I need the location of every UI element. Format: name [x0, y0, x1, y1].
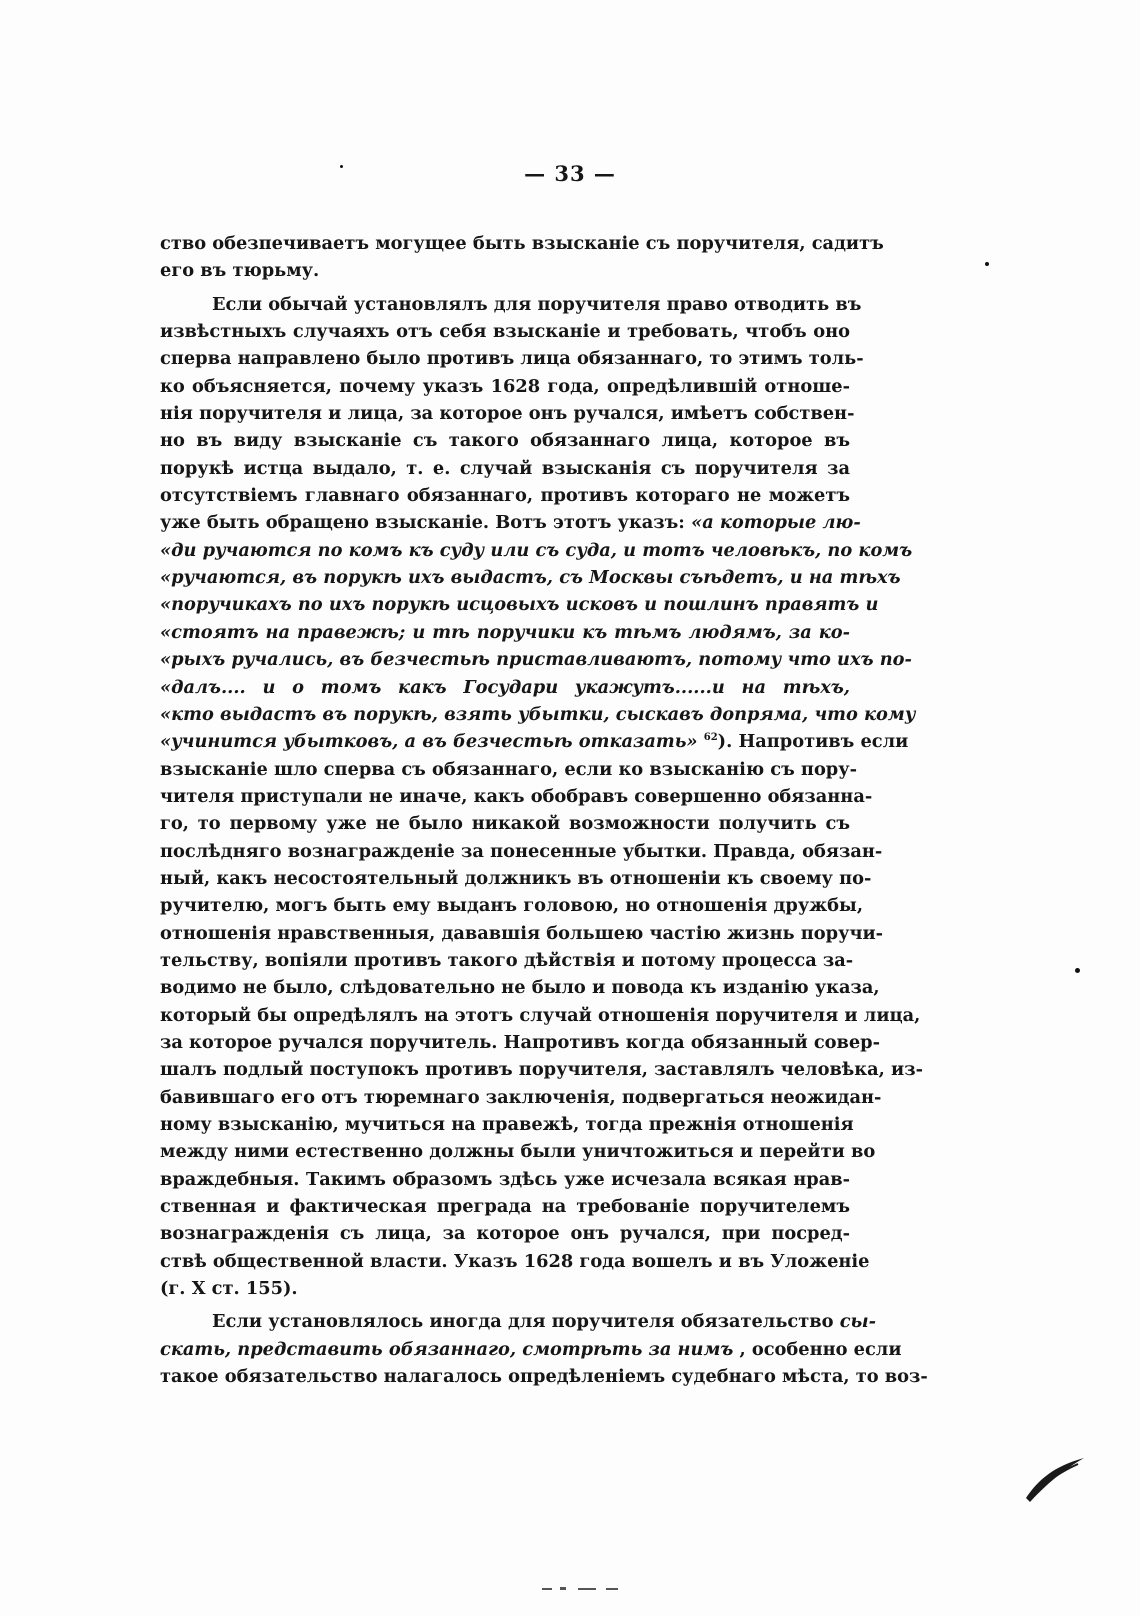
footnote-ref: 62	[703, 732, 718, 744]
text-line: чителя приступали не иначе, какъ обобравъ совершенно обязанна-	[160, 785, 873, 807]
body-text	[160, 230, 928, 1390]
text-line: ствѣ общественной власти. Указъ 1628 года вошелъ и въ Уложеніе	[160, 1250, 870, 1272]
text-line: вознагражденія съ лица, за которое онъ ручался, при посред-	[160, 1223, 850, 1245]
text-line: отношенія нравственныя, дававшія большею частію жизнь поручи-	[160, 922, 884, 944]
text-line: между ними естественно должны были уничтожиться и перейти во	[160, 1141, 876, 1163]
text-line: отсутствіемъ главнаго обязаннаго, противъ котораго не можетъ	[160, 485, 850, 507]
quote-line: «ручаются, въ порукѣ ихъ выдастъ, съ Москвы съѣдетъ, и на тѣхъ	[160, 567, 901, 589]
text-line: тельству, вопіяли противъ такого дѣйствія и потому процесса за-	[160, 949, 854, 971]
italic-phrase: сы-	[839, 1311, 876, 1333]
text-line: бавившаго его отъ тюремнаго заключенія, подвергаться неожидан-	[160, 1086, 882, 1108]
quote-line: «ди ручаются по комъ къ суду или съ суда, и тотъ человѣкъ, по комъ	[160, 539, 913, 561]
text-line: ный, какъ несостоятельный должникъ въ отношеніи къ своему по-	[160, 867, 872, 889]
text-line: извѣстныхъ случаяхъ отъ себя взысканіе и требовать, чтобъ оно	[160, 321, 850, 343]
text-line: ственная и фактическая преграда на требованіе поручителемъ	[160, 1196, 850, 1218]
text-line: го, то первому уже не было никакой возможности получить съ	[160, 813, 850, 835]
quote-end: «учинится убытковъ, а въ безчестьѣ отказать»	[160, 731, 698, 753]
quote-line: «рыхъ ручались, въ безчестьѣ приставливаютъ, потому что ихъ по-	[160, 649, 912, 671]
text-line: послѣдняго вознагражденіе за понесенные убытки. Правда, обязан-	[160, 840, 883, 862]
text-line: нія поручителя и лица, за которое онъ ручался, имѣетъ собствен-	[160, 403, 855, 425]
text-line: (г. X ст. 155).	[160, 1278, 298, 1300]
text-line: такое обязательство налагалось опредѣленіемъ судебнаго мѣста, то воз-	[160, 1366, 928, 1388]
text-line: водимо не было, слѣдовательно не было и повода къ изданію указа,	[160, 977, 880, 999]
quote-line: «кто выдастъ въ порукѣ, взять убытки, сыскавъ допряма, что кому	[160, 703, 916, 725]
line-text-after: ). Напротивъ если	[717, 731, 909, 753]
page-number: — 33 —	[524, 161, 616, 186]
line-text: Если установлялось иногда для поручителя обязательство	[212, 1311, 834, 1333]
text-line: его въ тюрьму.	[160, 260, 320, 282]
italic-phrase: скать, представить обязаннаго, смотрѣть за нимъ	[160, 1338, 734, 1360]
text-line: враждебныя. Такимъ образомъ здѣсь уже исчезала всякая нрав-	[160, 1168, 850, 1190]
quote-start: «а которые лю-	[691, 512, 861, 534]
ink-speck	[985, 262, 989, 266]
text-line: ному взысканію, мучиться на правежѣ, тогда прежнія отношенія	[160, 1114, 854, 1135]
text-line	[160, 728, 909, 755]
text-line: ство обезпечиваетъ могущее быть взысканіе съ поручителя, садитъ	[160, 233, 884, 254]
text-line: взысканіе шло сперва съ обязаннаго, если ко взысканію съ пору-	[160, 758, 857, 780]
quote-line: «стоятъ на правежѣ; и тѣ поручики къ тѣмъ людямъ, за ко-	[160, 621, 850, 643]
text-line: Если обычай установлялъ для поручителя право отводить въ	[212, 293, 862, 315]
text-line: который бы опредѣлялъ на этотъ случай отношенія поручителя и лица,	[160, 1004, 921, 1026]
ink-smudge	[540, 1585, 630, 1593]
pen-stroke-mark	[1020, 1440, 1090, 1510]
line-text-after: , особенно если	[739, 1338, 902, 1360]
text-line: ручителю, могъ быть ему выданъ головою, но отношенія дружбы,	[160, 895, 864, 917]
text-line: за которое ручался поручитель. Напротивъ когда обязанный совер-	[160, 1031, 880, 1053]
text-line: порукѣ истца выдало, т. е. случай взысканія съ поручителя за	[160, 457, 850, 479]
text-line: ко объясняется, почему указъ 1628 года, опредѣлившій отноше-	[160, 375, 850, 397]
ink-speck	[340, 165, 343, 168]
text-line: но въ виду взысканіе съ такого обязаннаго лица, которое въ	[160, 430, 850, 452]
quote-line: «далъ.... и о томъ какъ Государи укажутъ......и на тѣхъ,	[160, 676, 850, 698]
text-line	[160, 1336, 902, 1363]
text-line: шалъ подлый поступокъ противъ поручителя, заставлялъ человѣка, из-	[160, 1059, 923, 1081]
text-line	[160, 509, 861, 536]
line-text: уже быть обращено взысканіе. Вотъ этотъ указъ:	[160, 512, 685, 534]
text-line: сперва направлено было противъ лица обязаннаго, то этимъ толь-	[160, 348, 864, 370]
ink-speck	[1075, 968, 1080, 973]
quote-line: «поручикахъ по ихъ порукѣ исцовыхъ исковъ и пошлинъ правятъ и	[160, 594, 879, 616]
text-line	[160, 1308, 876, 1335]
